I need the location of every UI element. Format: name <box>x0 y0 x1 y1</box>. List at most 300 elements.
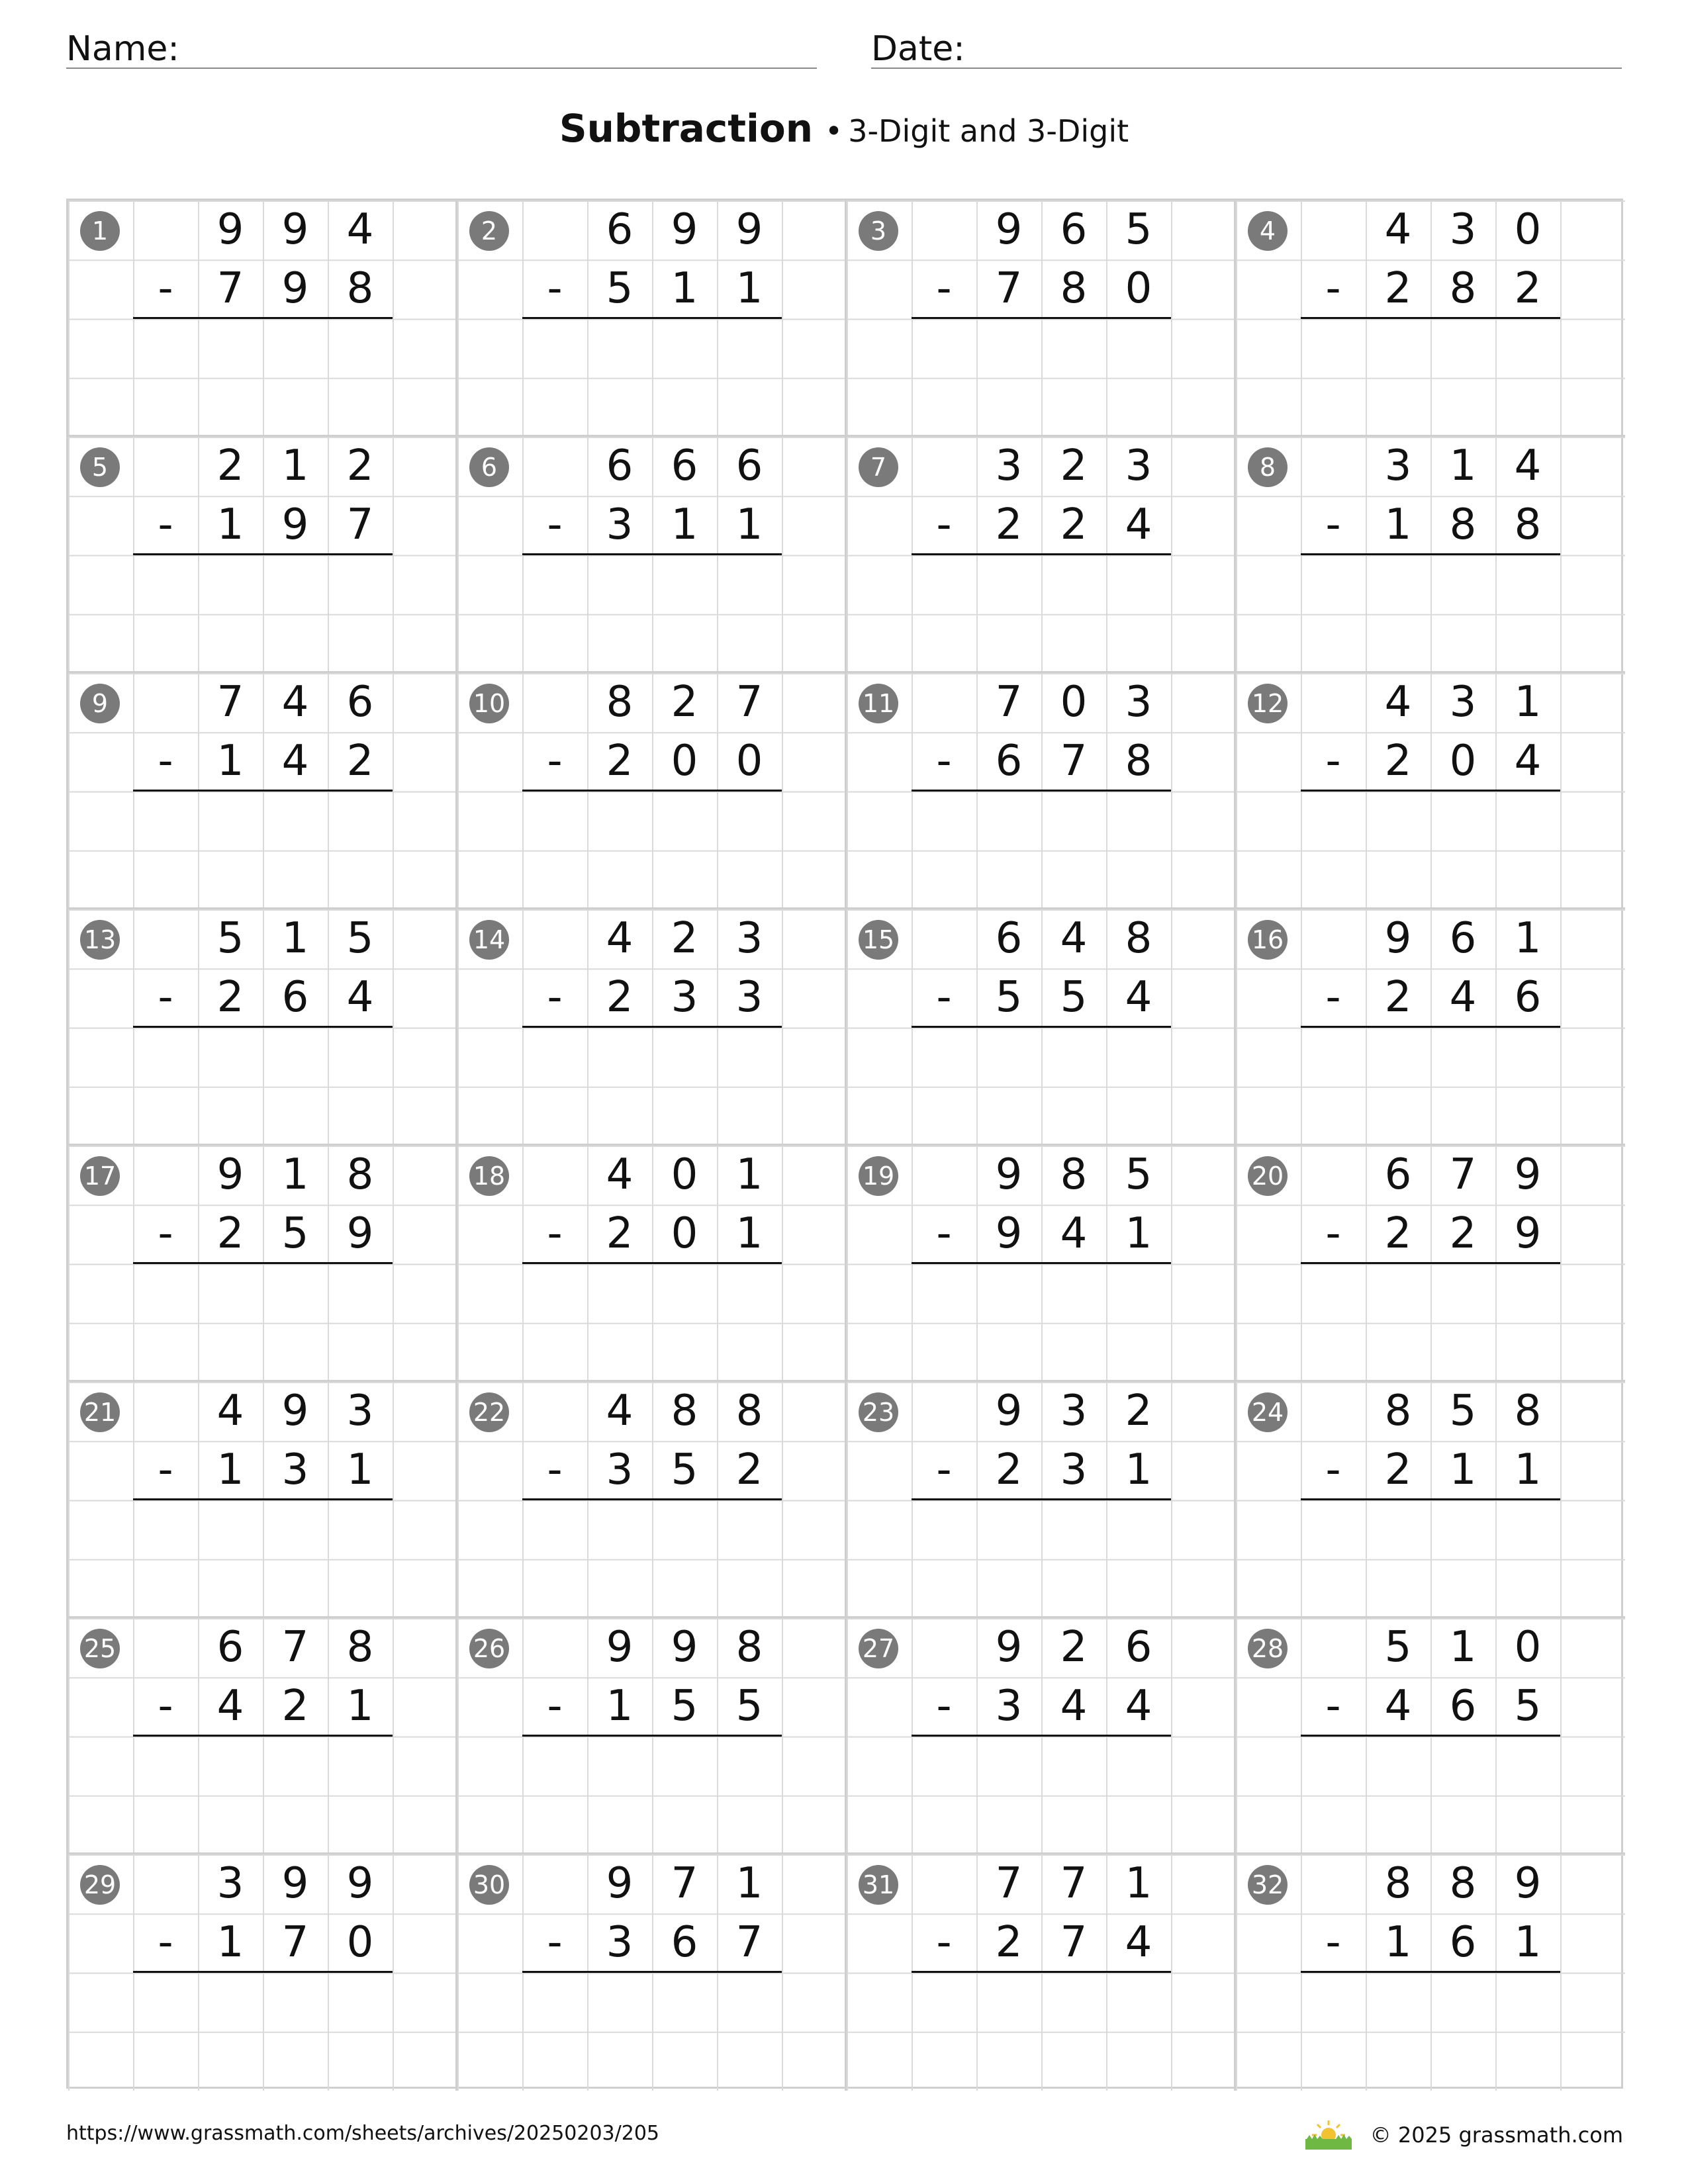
top-digit: 9 <box>1514 1859 1542 1908</box>
bottom-digit: 2 <box>1384 1209 1412 1258</box>
problem-number-badge: 7 <box>859 447 898 487</box>
top-digit: 6 <box>995 914 1023 963</box>
problem-number-badge: 15 <box>859 920 898 960</box>
minus-sign: - <box>936 973 952 1022</box>
minus-sign: - <box>547 500 563 549</box>
bottom-digit: 2 <box>735 1445 763 1494</box>
bottom-digit: 7 <box>346 500 374 549</box>
top-digit: 1 <box>281 441 309 490</box>
minus-sign: - <box>158 1682 173 1731</box>
minus-sign: - <box>158 500 173 549</box>
problem-cell[interactable] <box>68 201 457 437</box>
top-digit: 9 <box>671 205 698 254</box>
bottom-digit: 1 <box>1514 1445 1542 1494</box>
problem-number-badge: 2 <box>469 211 509 251</box>
top-digit: 1 <box>1449 1623 1477 1672</box>
top-digit: 9 <box>281 1387 309 1435</box>
answer-line <box>1301 1971 1560 1973</box>
problem-number-badge: 26 <box>469 1629 509 1668</box>
top-digit: 8 <box>1384 1387 1412 1435</box>
top-digit: 2 <box>671 678 698 727</box>
footer-brand <box>1304 2119 1623 2151</box>
bottom-digit: 5 <box>606 264 633 313</box>
problem-number-badge: 29 <box>80 1865 120 1905</box>
problem-cell[interactable] <box>68 1146 457 1382</box>
minus-sign: - <box>547 264 563 313</box>
name-line <box>66 68 817 69</box>
minus-sign: - <box>158 1209 173 1258</box>
top-digit: 6 <box>606 441 633 490</box>
problem-number-badge: 12 <box>1248 684 1288 723</box>
bottom-digit: 2 <box>1384 973 1412 1022</box>
problem-cell[interactable] <box>68 1854 457 2091</box>
minus-sign: - <box>1325 737 1341 786</box>
top-digit: 7 <box>671 1859 698 1908</box>
problem-number-badge: 13 <box>80 920 120 960</box>
bottom-digit: 3 <box>735 973 763 1022</box>
problem-cell[interactable] <box>68 437 457 673</box>
minus-sign: - <box>936 264 952 313</box>
top-digit: 5 <box>1125 205 1152 254</box>
bottom-digit: 5 <box>735 1682 763 1731</box>
answer-line <box>1301 1498 1560 1500</box>
problem-number-badge: 9 <box>80 684 120 723</box>
answer-line <box>1301 1735 1560 1737</box>
top-digit: 0 <box>1060 678 1088 727</box>
bottom-digit: 1 <box>1449 1445 1477 1494</box>
bottom-digit: 3 <box>281 1445 309 1494</box>
bottom-digit: 6 <box>1514 973 1542 1022</box>
top-digit: 8 <box>671 1387 698 1435</box>
problem-number-badge: 25 <box>80 1629 120 1668</box>
minus-sign: - <box>547 1445 563 1494</box>
top-digit: 2 <box>1060 441 1088 490</box>
bottom-digit: 2 <box>1449 1209 1477 1258</box>
bottom-digit: 1 <box>1514 1918 1542 1967</box>
bottom-digit: 6 <box>1449 1682 1477 1731</box>
answer-line <box>1301 317 1560 319</box>
bottom-digit: 2 <box>606 737 633 786</box>
bottom-digit: 0 <box>735 737 763 786</box>
minus-sign: - <box>547 737 563 786</box>
bottom-digit: 8 <box>1125 737 1152 786</box>
bottom-digit: 4 <box>1125 973 1152 1022</box>
problem-number-badge: 8 <box>1248 447 1288 487</box>
bottom-digit: 3 <box>1060 1445 1088 1494</box>
problem-cell[interactable] <box>1236 1146 1625 1382</box>
top-digit: 6 <box>1384 1150 1412 1199</box>
top-digit: 9 <box>346 1859 374 1908</box>
top-digit: 9 <box>216 1150 244 1199</box>
top-digit: 6 <box>1449 914 1477 963</box>
minus-sign: - <box>1325 1918 1341 1967</box>
minus-sign: - <box>936 1209 952 1258</box>
top-digit: 9 <box>995 1150 1023 1199</box>
top-digit: 6 <box>216 1623 244 1672</box>
top-digit: 9 <box>735 205 763 254</box>
top-digit: 1 <box>735 1859 763 1908</box>
problem-number-badge: 17 <box>80 1156 120 1196</box>
problem-cell[interactable] <box>847 1382 1236 1618</box>
top-digit: 7 <box>216 678 244 727</box>
top-digit: 3 <box>1449 678 1477 727</box>
bottom-digit: 3 <box>606 1918 633 1967</box>
bottom-digit: 1 <box>346 1682 374 1731</box>
top-digit: 8 <box>346 1623 374 1672</box>
top-digit: 8 <box>1449 1859 1477 1908</box>
answer-line <box>133 1498 393 1500</box>
bottom-digit: 1 <box>671 264 698 313</box>
answer-line <box>133 317 393 319</box>
title-subtitle: 3-Digit and 3-Digit <box>848 113 1129 149</box>
problem-cell[interactable] <box>457 673 847 909</box>
problem-cell[interactable] <box>1236 201 1625 437</box>
bottom-digit: 4 <box>1125 1682 1152 1731</box>
bottom-digit: 9 <box>281 500 309 549</box>
top-digit: 8 <box>735 1623 763 1672</box>
minus-sign: - <box>158 973 173 1022</box>
bottom-digit: 6 <box>995 737 1023 786</box>
answer-line <box>133 1026 393 1028</box>
top-digit: 2 <box>1125 1387 1152 1435</box>
top-digit: 4 <box>606 1387 633 1435</box>
problem-number-badge: 31 <box>859 1865 898 1905</box>
bottom-digit: 0 <box>346 1918 374 1967</box>
minus-sign: - <box>158 737 173 786</box>
bottom-digit: 2 <box>995 500 1023 549</box>
bottom-digit: 6 <box>671 1918 698 1967</box>
bottom-digit: 4 <box>1449 973 1477 1022</box>
top-digit: 3 <box>1384 441 1412 490</box>
problem-cell[interactable] <box>68 909 457 1146</box>
top-digit: 8 <box>1125 914 1152 963</box>
top-digit: 4 <box>1384 678 1412 727</box>
date-line <box>871 68 1622 69</box>
top-digit: 7 <box>1449 1150 1477 1199</box>
top-digit: 3 <box>1125 441 1152 490</box>
footer-copyright: © 2025 grassmath.com <box>1370 2122 1623 2148</box>
minus-sign: - <box>1325 1682 1341 1731</box>
problem-cell[interactable] <box>847 909 1236 1146</box>
top-digit: 9 <box>1384 914 1412 963</box>
bottom-digit: 7 <box>216 264 244 313</box>
bottom-digit: 2 <box>1384 737 1412 786</box>
bottom-digit: 6 <box>281 973 309 1022</box>
top-digit: 0 <box>1514 205 1542 254</box>
answer-line <box>912 1262 1171 1264</box>
top-digit: 4 <box>1384 205 1412 254</box>
bottom-digit: 1 <box>1384 1918 1412 1967</box>
bottom-digit: 2 <box>216 1209 244 1258</box>
top-digit: 3 <box>1060 1387 1088 1435</box>
top-digit: 6 <box>606 205 633 254</box>
problem-cell[interactable] <box>1236 1854 1625 2091</box>
bottom-digit: 4 <box>1514 737 1542 786</box>
footer-url: https://www.grassmath.com/sheets/archives/20250203/205 <box>66 2122 660 2145</box>
top-digit: 0 <box>1514 1623 1542 1672</box>
problem-cell[interactable] <box>1236 1382 1625 1618</box>
top-digit: 6 <box>346 678 374 727</box>
top-digit: 9 <box>606 1623 633 1672</box>
top-digit: 1 <box>1514 678 1542 727</box>
minus-sign: - <box>547 1209 563 1258</box>
answer-line <box>912 790 1171 792</box>
answer-line <box>133 553 393 555</box>
bottom-digit: 7 <box>281 1918 309 1967</box>
top-digit: 4 <box>1514 441 1542 490</box>
top-digit: 1 <box>1449 441 1477 490</box>
problem-number-badge: 14 <box>469 920 509 960</box>
bottom-digit: 1 <box>671 500 698 549</box>
top-digit: 4 <box>216 1387 244 1435</box>
answer-line <box>522 790 782 792</box>
bottom-digit: 3 <box>995 1682 1023 1731</box>
bottom-digit: 1 <box>346 1445 374 1494</box>
problem-number-badge: 5 <box>80 447 120 487</box>
bottom-digit: 2 <box>1384 264 1412 313</box>
top-digit: 3 <box>216 1859 244 1908</box>
problem-cell[interactable] <box>68 673 457 909</box>
answer-line <box>912 317 1171 319</box>
bottom-digit: 2 <box>606 973 633 1022</box>
top-digit: 9 <box>281 205 309 254</box>
problem-cell[interactable] <box>457 1618 847 1854</box>
answer-line <box>522 1735 782 1737</box>
problem-cell[interactable] <box>1236 437 1625 673</box>
bottom-digit: 4 <box>1125 500 1152 549</box>
answer-line <box>912 553 1171 555</box>
top-digit: 7 <box>995 678 1023 727</box>
answer-line <box>522 1971 782 1973</box>
top-digit: 9 <box>671 1623 698 1672</box>
bottom-digit: 8 <box>1514 500 1542 549</box>
bottom-digit: 4 <box>1060 1209 1088 1258</box>
bottom-digit: 0 <box>671 1209 698 1258</box>
bottom-digit: 0 <box>671 737 698 786</box>
top-digit: 1 <box>281 1150 309 1199</box>
bottom-digit: 2 <box>216 973 244 1022</box>
top-digit: 9 <box>995 1623 1023 1672</box>
bottom-digit: 1 <box>735 264 763 313</box>
problem-number-badge: 18 <box>469 1156 509 1196</box>
bottom-digit: 1 <box>216 1918 244 1967</box>
top-digit: 9 <box>1514 1150 1542 1199</box>
problem-cell[interactable] <box>847 1854 1236 2091</box>
top-digit: 8 <box>606 678 633 727</box>
bottom-digit: 9 <box>995 1209 1023 1258</box>
problem-cell[interactable] <box>457 201 847 437</box>
bottom-digit: 1 <box>216 1445 244 1494</box>
top-digit: 2 <box>216 441 244 490</box>
top-digit: 7 <box>281 1623 309 1672</box>
bottom-digit: 9 <box>281 264 309 313</box>
problem-number-badge: 27 <box>859 1629 898 1668</box>
top-digit: 4 <box>606 914 633 963</box>
answer-line <box>1301 553 1560 555</box>
top-digit: 3 <box>346 1387 374 1435</box>
problem-cell[interactable] <box>457 909 847 1146</box>
problem-cell[interactable] <box>847 1146 1236 1382</box>
answer-line <box>912 1971 1171 1973</box>
problem-number-badge: 11 <box>859 684 898 723</box>
date-field[interactable] <box>871 20 1622 69</box>
answer-line <box>1301 1262 1560 1264</box>
sun-grass-icon <box>1304 2119 1353 2151</box>
bottom-digit: 0 <box>1449 737 1477 786</box>
problem-cell[interactable] <box>847 1618 1236 1854</box>
problem-number-badge: 4 <box>1248 211 1288 251</box>
top-digit: 6 <box>671 441 698 490</box>
top-digit: 2 <box>1060 1623 1088 1672</box>
problem-number-badge: 20 <box>1248 1156 1288 1196</box>
top-digit: 7 <box>1060 1859 1088 1908</box>
problem-cell[interactable] <box>847 437 1236 673</box>
bottom-digit: 0 <box>1125 264 1152 313</box>
answer-line <box>912 1498 1171 1500</box>
bottom-digit: 9 <box>1514 1209 1542 1258</box>
top-digit: 8 <box>1514 1387 1542 1435</box>
top-digit: 5 <box>1449 1387 1477 1435</box>
top-digit: 5 <box>1125 1150 1152 1199</box>
answer-line <box>522 317 782 319</box>
answer-line <box>133 1971 393 1973</box>
minus-sign: - <box>158 264 173 313</box>
answer-line <box>522 553 782 555</box>
top-digit: 0 <box>671 1150 698 1199</box>
top-digit: 2 <box>346 441 374 490</box>
title-main: Subtraction <box>559 106 814 151</box>
bottom-digit: 4 <box>281 737 309 786</box>
bottom-digit: 1 <box>1384 500 1412 549</box>
problem-cell[interactable] <box>1236 673 1625 909</box>
bottom-digit: 1 <box>216 500 244 549</box>
top-digit: 9 <box>995 1387 1023 1435</box>
top-digit: 9 <box>995 205 1023 254</box>
bottom-digit: 5 <box>1514 1682 1542 1731</box>
bottom-digit: 2 <box>1384 1445 1412 1494</box>
bottom-digit: 8 <box>1449 264 1477 313</box>
top-digit: 4 <box>346 205 374 254</box>
answer-line <box>912 1735 1171 1737</box>
bottom-digit: 2 <box>606 1209 633 1258</box>
bottom-digit: 5 <box>281 1209 309 1258</box>
top-digit: 4 <box>606 1150 633 1199</box>
answer-line <box>522 1498 782 1500</box>
bottom-digit: 1 <box>735 1209 763 1258</box>
answer-line <box>133 1262 393 1264</box>
top-digit: 6 <box>735 441 763 490</box>
minus-sign: - <box>1325 1209 1341 1258</box>
top-digit: 9 <box>281 1859 309 1908</box>
problem-number-badge: 23 <box>859 1392 898 1432</box>
top-digit: 3 <box>1125 678 1152 727</box>
top-digit: 4 <box>1060 914 1088 963</box>
bottom-digit: 7 <box>1060 1918 1088 1967</box>
bottom-digit: 1 <box>1125 1445 1152 1494</box>
bottom-digit: 4 <box>1125 1918 1152 1967</box>
bottom-digit: 2 <box>1514 264 1542 313</box>
minus-sign: - <box>547 973 563 1022</box>
bottom-digit: 3 <box>606 1445 633 1494</box>
problem-cell[interactable] <box>1236 1618 1625 1854</box>
problem-cell[interactable] <box>68 1618 457 1854</box>
top-digit: 8 <box>346 1150 374 1199</box>
problem-number-badge: 30 <box>469 1865 509 1905</box>
problem-number-badge: 22 <box>469 1392 509 1432</box>
problem-cell[interactable] <box>847 673 1236 909</box>
bottom-digit: 7 <box>995 264 1023 313</box>
minus-sign: - <box>547 1918 563 1967</box>
minus-sign: - <box>1325 500 1341 549</box>
bottom-digit: 2 <box>346 737 374 786</box>
minus-sign: - <box>936 1682 952 1731</box>
top-digit: 1 <box>281 914 309 963</box>
bottom-digit: 5 <box>671 1445 698 1494</box>
bottom-digit: 4 <box>1060 1682 1088 1731</box>
date-label: Date: <box>871 29 965 69</box>
top-digit: 3 <box>1449 205 1477 254</box>
top-digit: 3 <box>735 914 763 963</box>
problem-cell[interactable] <box>1236 909 1625 1146</box>
problem-cell[interactable] <box>68 1382 457 1618</box>
answer-line <box>1301 1026 1560 1028</box>
minus-sign: - <box>1325 264 1341 313</box>
problem-cell[interactable] <box>457 1146 847 1382</box>
bottom-digit: 1 <box>216 737 244 786</box>
bottom-digit: 1 <box>606 1682 633 1731</box>
problem-number-badge: 21 <box>80 1392 120 1432</box>
problem-cell[interactable] <box>847 201 1236 437</box>
minus-sign: - <box>936 500 952 549</box>
problem-number-badge: 3 <box>859 211 898 251</box>
name-label: Name: <box>66 29 179 69</box>
problem-number-badge: 16 <box>1248 920 1288 960</box>
answer-line <box>1301 790 1560 792</box>
bottom-digit: 2 <box>281 1682 309 1731</box>
answer-line <box>133 790 393 792</box>
problem-grid <box>66 199 1623 2089</box>
name-field[interactable] <box>66 20 817 69</box>
bottom-digit: 8 <box>346 264 374 313</box>
top-digit: 7 <box>995 1859 1023 1908</box>
problem-cell[interactable] <box>457 1854 847 2091</box>
problem-number-badge: 1 <box>80 211 120 251</box>
problem-cell[interactable] <box>457 437 847 673</box>
top-digit: 9 <box>606 1859 633 1908</box>
worksheet-title <box>0 106 1688 151</box>
top-digit: 8 <box>1060 1150 1088 1199</box>
title-separator: • <box>825 113 843 149</box>
problem-number-badge: 32 <box>1248 1865 1288 1905</box>
minus-sign: - <box>1325 973 1341 1022</box>
minus-sign: - <box>936 1445 952 1494</box>
minus-sign: - <box>936 1918 952 1967</box>
problem-number-badge: 19 <box>859 1156 898 1196</box>
top-digit: 1 <box>1125 1859 1152 1908</box>
problem-cell[interactable] <box>457 1382 847 1618</box>
bottom-digit: 5 <box>1060 973 1088 1022</box>
minus-sign: - <box>936 737 952 786</box>
top-digit: 5 <box>346 914 374 963</box>
bottom-digit: 4 <box>216 1682 244 1731</box>
bottom-digit: 8 <box>1449 500 1477 549</box>
answer-line <box>133 1735 393 1737</box>
bottom-digit: 5 <box>671 1682 698 1731</box>
bottom-digit: 5 <box>995 973 1023 1022</box>
bottom-digit: 1 <box>1125 1209 1152 1258</box>
top-digit: 9 <box>216 205 244 254</box>
bottom-digit: 7 <box>1060 737 1088 786</box>
